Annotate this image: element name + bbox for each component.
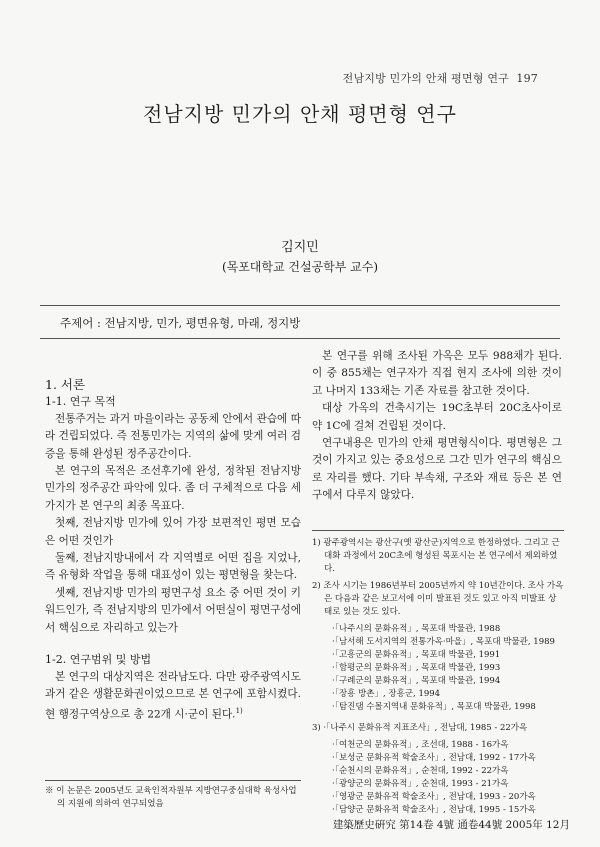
right-footnotes bbox=[312, 530, 564, 817]
paragraph: 셋째, 전남지방 민가의 평면구성 요소 중 어떤 것이 키워드인가, 즉 전남지방의 민가에서 어떤실이 평면구성에서 핵심으로 자리하고 있는가 bbox=[45, 586, 301, 634]
reference-item: ·「보성군 문화유적 학술조사」, 전남대, 1992 - 17가옥 bbox=[332, 753, 536, 763]
reference-item: ·「구례군의 문화유적」, 목포대 박물관, 1994 bbox=[332, 676, 501, 686]
reference-item: ·「광양군의 문화유적」, 순천대, 1993 - 21가옥 bbox=[332, 779, 509, 789]
paragraph: 본 연구의 목적은 조선후기에 완성, 정착된 전남지방 민가의 정주공간 파악에 있다. 좀 더 구체적으로 다음 세가지가 본 연구의 최종 목표다. bbox=[45, 465, 301, 512]
paragraph: 연구내용은 민가의 안채 평면형식이다. 평면형은 그것이 가지고 있는 중요성으로 그간 민가 연구의 핵심으로 자리를 했다. 기타 부속채, 구조와 재료 등은 본 연구에서 다루지 않았다. bbox=[312, 437, 562, 502]
reference-item: ·「영광군 문화유적 학술조사」, 전남대, 1993 - 20가옥 bbox=[332, 792, 536, 802]
keywords-box bbox=[40, 305, 560, 339]
right-column bbox=[312, 348, 562, 505]
left-footnote bbox=[45, 780, 301, 811]
footnote-3: 3) ·「나주시 문화유적 지표조사」, 전남대, 1985 - 22가옥 bbox=[312, 723, 528, 733]
paragraph-text: 본 연구의 대상지역은 전라남도다. 다만 광주광역시도 과거 같은 생활문화권이었으므로 본 연구에 포함시켰다. 현 행정구역상으로 총 22개 시·군이 된다. bbox=[45, 670, 301, 721]
reference-item: ·「순천시의 문화유적」, 순천대, 1992 - 22가옥 bbox=[332, 766, 509, 776]
footnote-2: 2) 조사 시기는 1986년부터 2005년까지 약 10년간이다. 조사 가옥은 다음과 같은 보고서에 이미 발표된 것도 있고 아직 미발표 상태로 있는 것도 있다. bbox=[312, 581, 564, 617]
paragraph bbox=[45, 669, 301, 725]
journal-footer: 建築歷史硏究 第14卷 4號 通卷44號 2005年 12月 bbox=[332, 819, 570, 831]
reference-item: ·「탐진댐 수몰지역내 문화유적」, 목포대 박물관, 1998 bbox=[332, 702, 536, 712]
paragraph: 본 연구를 위해 조사된 가옥은 모두 988채가 된다. 이 중 855채는 연구자가 직접 현지 조사에 의한 것이고 나머지 133채는 기존 자료를 참고한 것이다. bbox=[312, 350, 562, 397]
funding-note: ※ 이 논문은 2005년도 교육인적자원부 지방연구중심대학 육성사업의 지원에 의하여 연구되었음 bbox=[45, 786, 297, 809]
section-heading-intro: 1. 서론 bbox=[45, 377, 86, 392]
author-affiliation: (목포대학교 건설공학부 교수) bbox=[221, 260, 379, 274]
reference-item: ·「장흥 방촌」, 장흥군, 1994 bbox=[332, 689, 441, 699]
running-head-title: 전남지방 민가의 안채 평면형 연구 bbox=[342, 72, 509, 85]
paragraph: 둘째, 전남지방내에서 각 지역별로 어떤 집을 지었나, 즉 유형화 작업을 통해 대표성이 있는 평면형을 찾는다. bbox=[45, 552, 301, 582]
subsection-heading-scope: 1-2. 연구범위 및 방법 bbox=[45, 653, 152, 667]
reference-item: ·「나주시의 문화유적」, 목포대 박물관, 1988 bbox=[332, 624, 501, 634]
reference-item: ·「여천군의 문화유적」, 조선대, 1988 - 16가옥 bbox=[332, 740, 509, 750]
paper-title: 전남지방 민가의 안채 평면형 연구 bbox=[143, 102, 457, 126]
footnote-3-list bbox=[312, 739, 564, 817]
reference-item: ·「담양군 문화유적 학술조사」, 전남대, 1995 - 15가옥 bbox=[332, 805, 536, 815]
author-name: 김지민 bbox=[281, 240, 319, 255]
running-head bbox=[343, 70, 538, 86]
reference-item: ·「고흥군의 문화유적」, 목포대 박물관, 1991 bbox=[332, 650, 501, 660]
paragraph: 첫째, 전남지방 민가에 있어 가장 보편적인 평면 모습은 어떤 것인가 bbox=[45, 517, 301, 547]
footnote-2-list bbox=[312, 623, 564, 714]
footnote-ref: 1) bbox=[235, 707, 243, 716]
reference-item: ·「함평군의 문화유적」, 목포대 박물관, 1993 bbox=[332, 663, 501, 673]
paragraph: 대상 가옥의 건축시기는 19C초부터 20C초사이로 약 1C에 걸쳐 건립된 것이다. bbox=[312, 402, 562, 432]
page-number: 197 bbox=[516, 72, 538, 85]
subsection-heading-purpose: 1-1. 연구 목적 bbox=[45, 395, 116, 409]
paragraph: 전통주거는 과거 마을이라는 공동체 안에서 관습에 따라 건립되었다. 즉 전통민가는 지역의 삶에 맞게 여러 검증을 통해 완성된 정주공간이다. bbox=[45, 412, 301, 460]
reference-item: ·「남서해 도서지역의 전통가옥·마을」, 목포대 박물관, 1989 bbox=[332, 637, 555, 647]
footnote-1: 1) 광주광역시는 광산구(옛 광산군)지역으로 한정하였다. 그리고 근대화 과정에서 20C초에 형성된 목포시는 본 연구에서 제외하였다. bbox=[312, 538, 560, 574]
left-column bbox=[45, 376, 301, 724]
keywords: 주제어 : 전남지방, 민가, 평면유형, 마래, 정지방 bbox=[60, 316, 301, 330]
